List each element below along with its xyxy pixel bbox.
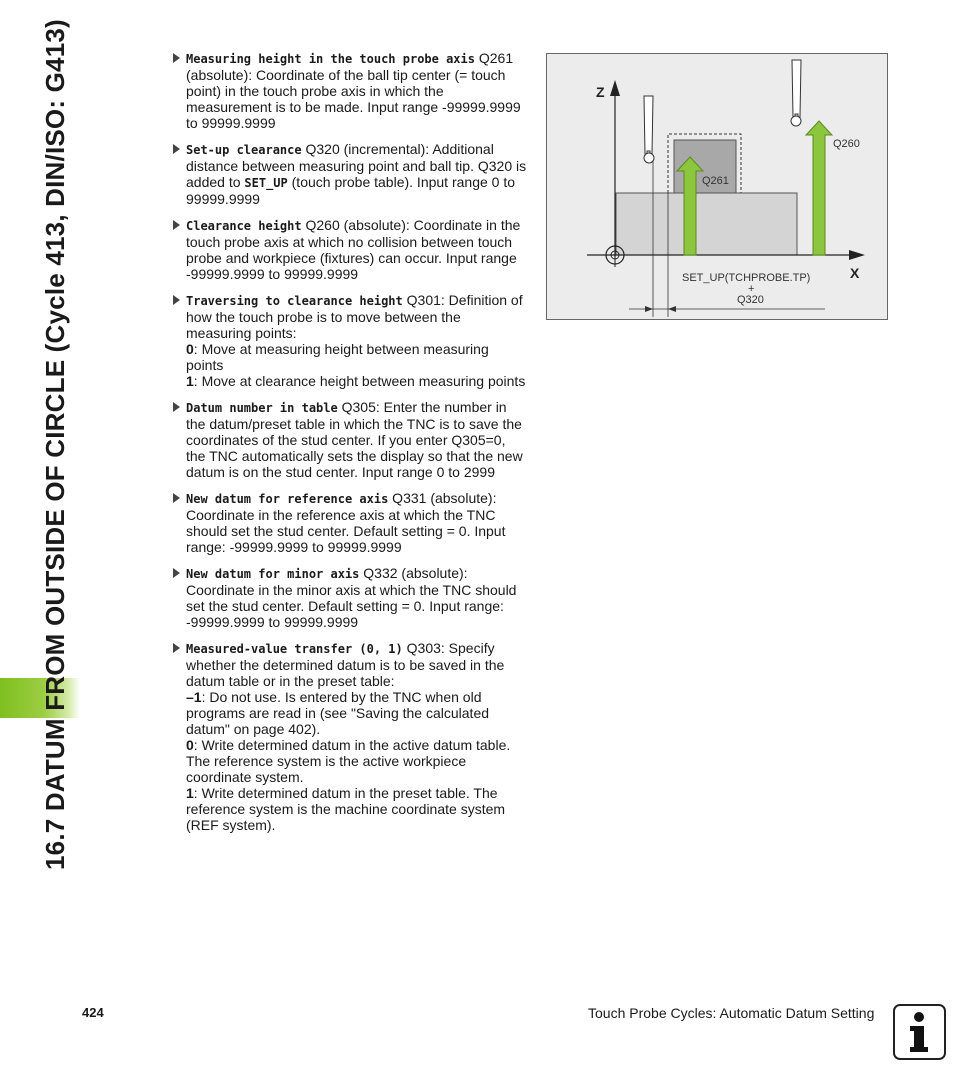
option-text: : Write determined datum in the preset table. The reference system is the machine coordinate system (REF system). — [186, 785, 506, 833]
q260-label: Q260 — [833, 138, 860, 150]
param-desc: Q305: Enter the number in the datum/preset table in which the TNC is to save the coordinates of the stud center. If you enter Q305=0, the TNC automatically sets the display so that the new datum is on the stud center. Input range 0 to 2999 — [186, 399, 523, 480]
touch-probe-diagram — [546, 53, 888, 320]
footer-chapter-title: Touch Probe Cycles: Automatic Datum Setting — [588, 1005, 875, 1021]
param-q260 — [172, 217, 528, 282]
option-text: : Write determined datum in the active datum table. The reference system is the active workpiece coordinate system. — [186, 737, 511, 785]
bullet-arrow-icon — [173, 295, 180, 305]
bullet-arrow-icon — [173, 53, 180, 63]
option-text: : Move at clearance height between measuring points — [193, 373, 526, 389]
probe-ball-right — [791, 116, 801, 126]
info-icon — [893, 1004, 946, 1060]
param-name: Set-up clearance — [186, 143, 302, 157]
q320-label: Q320 — [737, 294, 764, 306]
x-axis-label: X — [850, 265, 860, 281]
param-desc: Q332 (absolute): Coordinate in the minor axis at which the TNC should set the stud center. Default setting = 0. Input range: -99999.9999 to 99999.9999 — [186, 565, 517, 630]
option-key: 1 — [186, 373, 194, 389]
param-name: Clearance height — [186, 219, 302, 233]
z-axis-arrow-icon — [610, 80, 620, 96]
param-desc: Q331 (absolute): Coordinate in the reference axis at which the TNC should set the stud center. Default setting = 0. Input range: -99999.9999 to 99999.9999 — [186, 490, 506, 555]
sidebar — [0, 0, 80, 1091]
option-text: : Do not use. Is entered by the TNC when old programs are read in (see "Saving the calculated datum" on page 402). — [186, 689, 490, 737]
bullet-arrow-icon — [173, 144, 180, 154]
workpiece-base — [616, 193, 797, 255]
param-desc: Q303: Specify whether the determined datum is to be saved in the datum table or in the preset table: — [186, 640, 505, 689]
param-q331 — [172, 490, 528, 555]
bullet-arrow-icon — [173, 220, 180, 230]
chapter-title: 16.7 DATUM FROM OUTSIDE OF CIRCLE (Cycle 413, DIN/ISO: G413) — [40, 19, 70, 870]
param-desc: Q320 (incremental): Additional distance between measuring point and ball tip. Q320 is added to — [186, 141, 527, 190]
z-axis-label: Z — [596, 84, 605, 100]
param-desc: Q261 (absolute): Coordinate of the ball tip center (= touch point) in the touch probe axis in which the measurement is to be made. Input range -99999.9999 to 99999.9999 — [186, 50, 521, 131]
page-number: 424 — [82, 1005, 104, 1020]
bullet-arrow-icon — [173, 493, 180, 503]
param-name: Traversing to clearance height — [186, 294, 403, 308]
param-name: New datum for reference axis — [186, 492, 389, 506]
param-desc-cont: (touch probe table). Input range 0 to 99999.9999 — [186, 174, 516, 207]
bullet-arrow-icon — [173, 568, 180, 578]
touch-probe-left — [644, 96, 653, 154]
param-name: Datum number in table — [186, 401, 338, 415]
param-desc: Q260 (absolute): Coordinate in the touch probe axis at which no collision between touch probe and workpiece (fixtures) can occur. Input range -99999.9999 to 99999.9999 — [186, 217, 521, 282]
param-q261 — [172, 50, 528, 131]
option-text: : Move at measuring height between measuring points — [186, 341, 489, 373]
param-q332 — [172, 565, 528, 630]
touch-probe-right — [792, 60, 801, 117]
q261-label: Q261 — [702, 175, 729, 187]
param-code: SET_UP — [244, 176, 288, 190]
param-q305 — [172, 399, 528, 480]
x-axis-arrow-icon — [849, 250, 865, 260]
param-name: Measuring height in the touch probe axis — [186, 52, 475, 66]
param-name: New datum for minor axis — [186, 567, 360, 581]
param-desc: Q301: Definition of how the touch probe is to move between the measuring points: — [186, 292, 523, 341]
probe-ball-left — [644, 153, 654, 163]
option-key: 1 — [186, 785, 194, 801]
param-name: Measured-value transfer (0, 1) — [186, 642, 403, 656]
param-q303 — [172, 640, 528, 833]
option-key: 0 — [186, 737, 194, 753]
q260-arrow — [806, 121, 832, 255]
option-key: 0 — [186, 341, 194, 357]
param-q301 — [172, 292, 528, 389]
plus-label: + — [748, 283, 755, 295]
bullet-arrow-icon — [173, 643, 180, 653]
param-q320 — [172, 141, 528, 207]
parameter-list — [172, 50, 528, 843]
setup-label: SET_UP(TCHPROBE.TP) — [682, 272, 811, 284]
option-key: –1 — [186, 689, 202, 705]
bullet-arrow-icon — [173, 402, 180, 412]
